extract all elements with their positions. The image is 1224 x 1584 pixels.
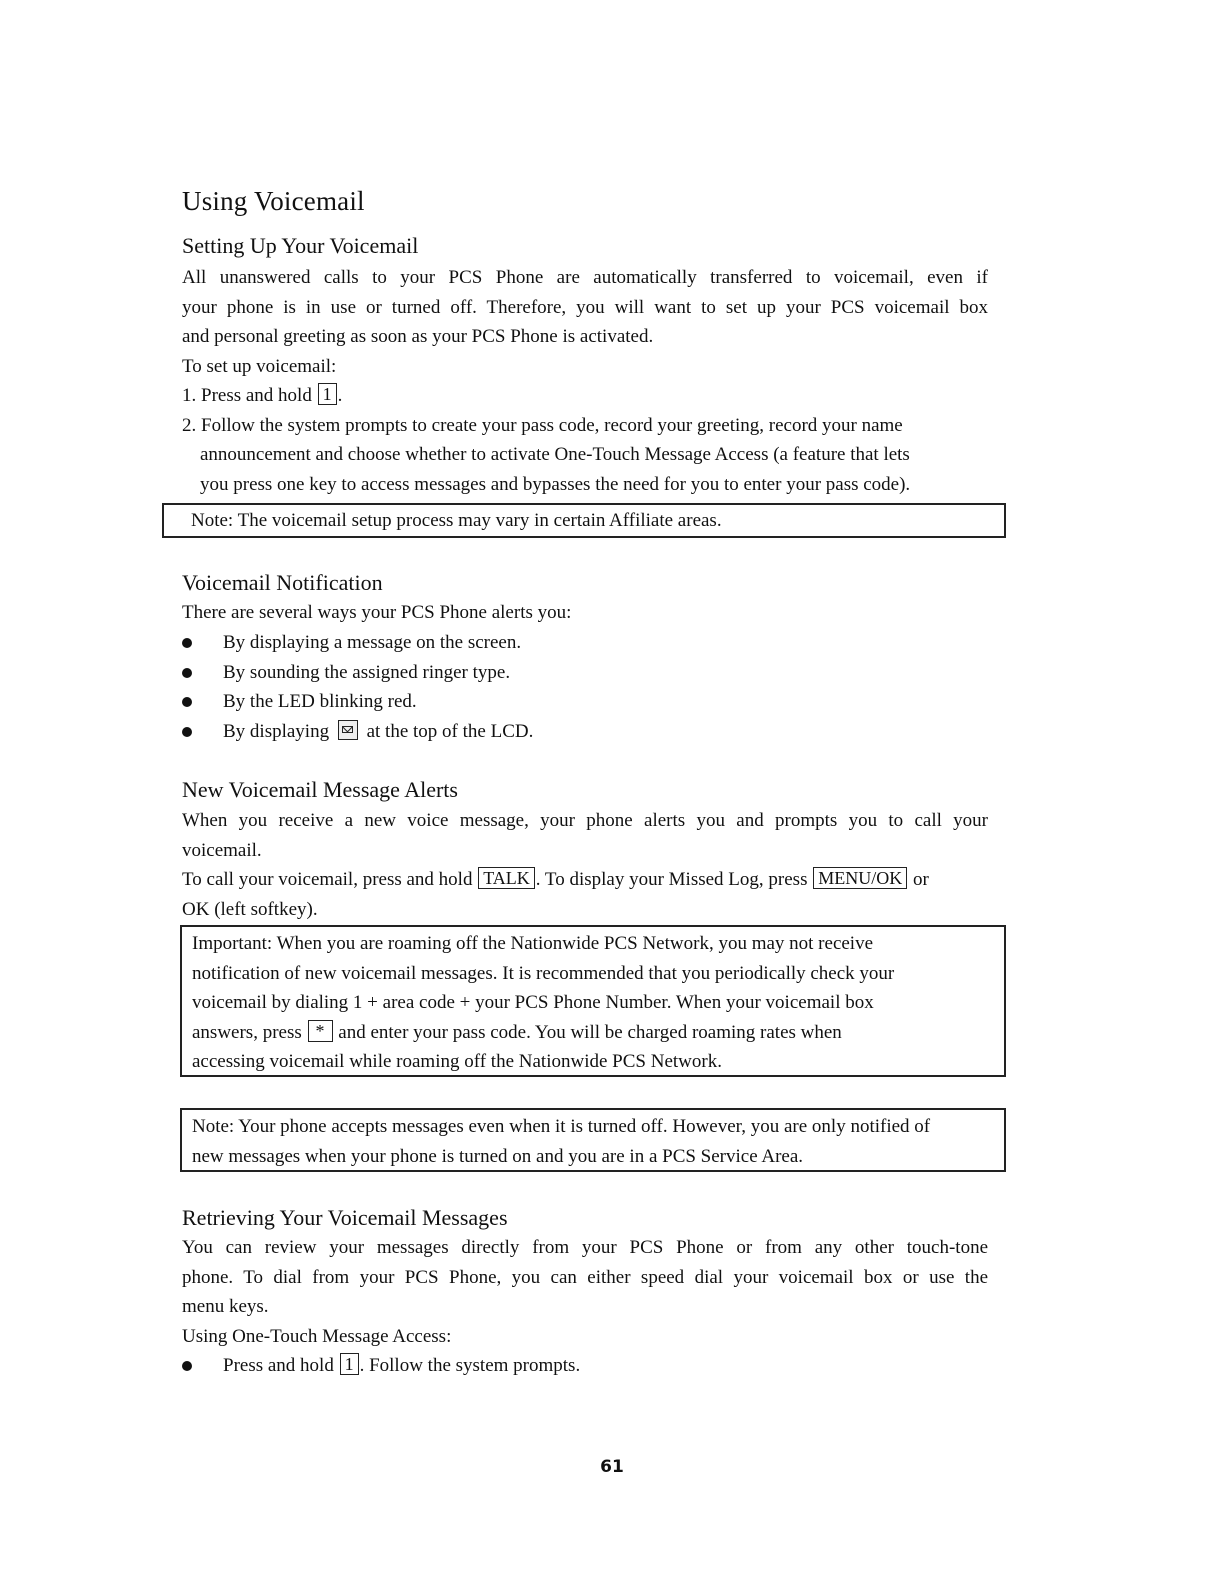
important-box: [180, 925, 1006, 1077]
list-item-text: By displaying: [223, 720, 330, 742]
note-box: [180, 1108, 1006, 1172]
list-item-text: By displaying a message on the screen.: [223, 632, 522, 653]
note-line: new messages when your phone is turned on and you are in a PCS Service Area.: [192, 1145, 804, 1167]
important-text-fragment: and enter your pass code. You will be charged roaming rates when: [338, 1021, 842, 1043]
menu-ok-key-button: MENU/OK: [813, 867, 907, 889]
important-line: [192, 1018, 992, 1048]
section-heading-notification: Voicemail Notification: [182, 570, 383, 595]
list-item: [182, 687, 1002, 717]
list-item: [182, 658, 1002, 688]
alerts-line: voicemail.: [182, 839, 262, 861]
important-line: notification of new voicemail messages. It is recommended that you periodically check your: [192, 962, 895, 984]
important-text: [192, 929, 992, 1077]
setup-intro-line: and personal greeting as soon as your PCS Phone is activated.: [182, 326, 654, 347]
setup-note-text: Note: The voicemail setup process may vary in certain Affiliate areas.: [191, 510, 722, 531]
page-number: 61: [600, 1457, 624, 1477]
list-item-text: By sounding the assigned ringer type.: [223, 661, 511, 683]
list-item-text: . Follow the system prompts.: [359, 1355, 581, 1376]
list-item: [182, 717, 1002, 747]
setup-note-box: [162, 503, 1006, 538]
important-text-fragment: answers, press: [192, 1021, 302, 1043]
alerts-text: . To display your Missed Log, press: [535, 869, 808, 890]
important-line: accessing voicemail while roaming off the Nationwide PCS Network.: [192, 1051, 722, 1072]
key-1-button: 1: [340, 1353, 359, 1375]
note-text: [192, 1112, 930, 1171]
list-item-text: at the top of the LCD.: [366, 720, 534, 742]
retrieving-list: [182, 1351, 1002, 1381]
setup-instruction: To set up voicemail:: [182, 355, 337, 377]
voicemail-envelope-icon: [338, 720, 358, 740]
notification-list: [182, 628, 1002, 746]
setup-step-2-line: you press one key to access messages and bypasses the need for you to enter your pass code).: [200, 473, 911, 495]
retrieving-body: [182, 1233, 988, 1351]
alerts-text: or: [912, 869, 929, 890]
section-heading-retrieving: Retrieving Your Voicemail Messages: [182, 1205, 508, 1230]
retrieving-line: menu keys.: [182, 1296, 269, 1317]
list-item: [182, 1351, 1002, 1381]
section-heading-setup: Setting Up Your Voicemail: [182, 233, 419, 258]
bullet-icon: [182, 727, 192, 737]
talk-key-button: TALK: [478, 867, 535, 889]
bullet-icon: [182, 1361, 192, 1371]
setup-intro: [182, 263, 988, 499]
star-key-button: *: [308, 1020, 333, 1042]
alerts-line: [182, 865, 988, 895]
note-line: Note: Your phone accepts messages even when it is turned off. However, you are only notified of: [192, 1116, 931, 1137]
alerts-text: To call your voicemail, press and hold: [182, 869, 473, 890]
important-line: Important: When you are roaming off the Nationwide PCS Network, you may not receive: [192, 933, 874, 954]
retrieving-line: phone. To dial from your PCS Phone, you can either speed dial your voicemail box or use the: [182, 1266, 988, 1288]
alerts-body: [182, 806, 988, 924]
alerts-line: When you receive a new voice message, your phone alerts you and prompts you to call your: [182, 810, 988, 831]
list-item: [182, 628, 1002, 658]
notification-intro: There are several ways your PCS Phone alerts you:: [182, 602, 572, 623]
setup-step-2-line: 2. Follow the system prompts to create your pass code, record your greeting, record your name: [182, 414, 903, 436]
important-line: voicemail by dialing 1 + area code + your PCS Phone Number. When your voicemail box: [192, 992, 874, 1013]
bullet-icon: [182, 638, 192, 648]
step-1-end: .: [337, 385, 343, 406]
one-touch-label: Using One-Touch Message Access:: [182, 1325, 452, 1347]
retrieving-line: You can review your messages directly from your PCS Phone or from any other touch-tone: [182, 1237, 988, 1258]
setup-intro-line: your phone is in use or turned off. Therefore, you will want to set up your PCS voicemail box: [182, 296, 988, 318]
list-item-text: By the LED blinking red.: [223, 691, 417, 712]
bullet-icon: [182, 697, 192, 707]
setup-step-2-line: announcement and choose whether to activate One-Touch Message Access (a feature that lets: [200, 444, 910, 465]
section-heading-alerts: New Voicemail Message Alerts: [182, 777, 458, 802]
list-item-text: Press and hold: [223, 1355, 334, 1376]
alerts-line: OK (left softkey).: [182, 898, 318, 920]
bullet-icon: [182, 668, 192, 678]
setup-step-1: [182, 381, 988, 411]
step-1-text: 1. Press and hold: [182, 385, 312, 406]
setup-intro-line: All unanswered calls to your PCS Phone are automatically transferred to voicemail, even if: [182, 267, 988, 288]
key-1-button: 1: [318, 383, 337, 405]
page-title: Using Voicemail: [182, 186, 365, 216]
